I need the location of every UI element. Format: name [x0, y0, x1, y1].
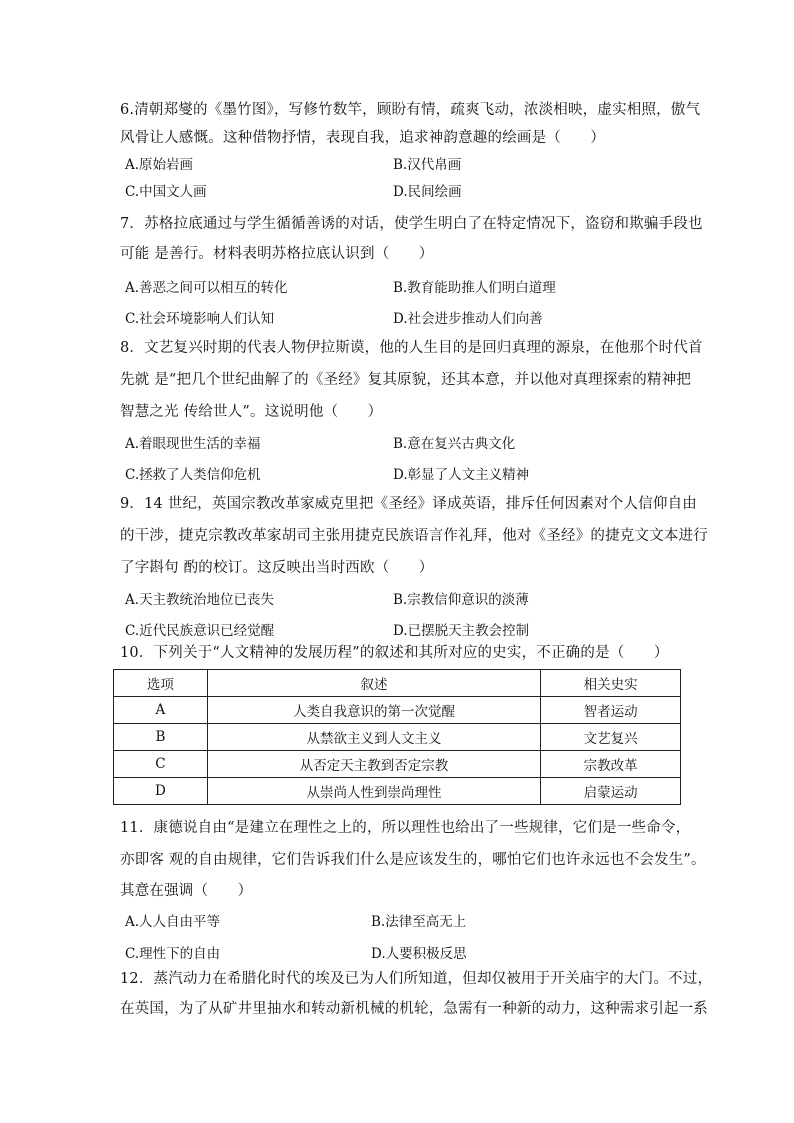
table-row: [114, 697, 681, 724]
q8-option-b: B.意在复兴古典文化: [393, 436, 516, 452]
q8-option-a: A.着眼现世生活的幸福: [125, 436, 261, 452]
q6-option-c: C.中国文人画: [125, 184, 207, 200]
q9-stem-line3: 了字斟句 酌的校订。这反映出当时西欧（ ）: [120, 560, 434, 576]
header-narration: 叙述: [207, 670, 540, 697]
q10-stem-line1: 10．下列关于“人文精神的发展历程”的叙述和其所对应的史实，不正确的是（ ）: [120, 645, 669, 661]
q9-stem-line1: 9．14 世纪，英国宗教改革家威克里把《圣经》译成英语，排斥任何因素对个人信仰自由: [120, 496, 697, 512]
q7-option-c: C.社会环境影响人们认知: [125, 311, 275, 327]
q9-stem-line2: 的干涉，捷克宗教改革家胡司主张用捷克民族语言作礼拜，他对《圣经》的捷克文文本进行: [120, 528, 708, 544]
q8-stem-line3: 智慧之光 传给世人”。这说明他（ ）: [120, 404, 383, 420]
q6-option-b: B.汉代帛画: [393, 157, 462, 173]
q8-option-c: C.拯救了人类信仰危机: [125, 467, 261, 483]
q9-option-a: A.天主教统治地位已丧失: [125, 592, 275, 608]
table-cell: B: [114, 724, 208, 751]
q12-stem-line1: 12．蒸汽动力在希腊化时代的埃及已为人们所知道，但却仅被用于开关庙宇的大门。不过，: [120, 971, 713, 987]
q11-option-c: C.理性下的自由: [125, 946, 221, 962]
table-cell: A: [114, 697, 208, 724]
header-related-fact: 相关史实: [541, 670, 681, 697]
table-row: [114, 778, 681, 805]
table-cell: 从禁欲主义到人文主义: [207, 724, 540, 751]
q6-stem-line1: 6.清朝郑燮的《墨竹图》，写修竹数竿，顾盼有情，疏爽飞动，浓淡相映，虚实相照，傲气: [120, 102, 701, 118]
q6-option-a: A.原始岩画: [125, 157, 194, 173]
q7-stem-line2: 可能 是善行。材料表明苏格拉底认识到（ ）: [120, 246, 434, 262]
table-cell: 从崇尚人性到崇尚理性: [207, 778, 540, 805]
table-cell: D: [114, 778, 208, 805]
table-header-row: [114, 670, 681, 697]
q8-option-d: D.彰显了人文主义精神: [393, 467, 530, 483]
q9-option-b: B.宗教信仰意识的淡薄: [393, 592, 529, 608]
q8-stem-line1: 8．文艺复兴时期的代表人物伊拉斯谟，他的人生目的是回归真理的源泉，在他那个时代首: [120, 340, 703, 356]
q6-stem-line2: 风骨让人感慨。这种借物抒情，表现自我，追求神韵意趣的绘画是（ ）: [120, 130, 606, 146]
table-row: [114, 751, 681, 778]
q7-option-a: A.善恶之间可以相互的转化: [125, 280, 288, 296]
q11-stem-line1: 11．康德说自由“是建立在理性之上的，所以理性也给出了一些规律，它们是一些命令，: [120, 820, 691, 836]
q9-option-d: D.已摆脱天主教会控制: [393, 623, 530, 639]
q7-option-d: D.社会进步推动人们向善: [393, 311, 543, 327]
q7-option-b: B.教育能助推人们明白道理: [393, 280, 556, 296]
q11-option-a: A.人人自由平等: [125, 914, 221, 930]
q10-table: [113, 669, 681, 805]
q7-stem-line1: 7．苏格拉底通过与学生循循善诱的对话，使学生明白了在特定情况下，盗窃和欺骗手段也: [120, 216, 703, 232]
q11-option-d: D.人要积极反思: [371, 946, 467, 962]
q6-option-d: D.民间绘画: [393, 184, 462, 200]
table-cell: 从否定天主教到否定宗教: [207, 751, 540, 778]
table-cell: 文艺复兴: [541, 724, 681, 751]
table-cell: C: [114, 751, 208, 778]
q9-option-c: C.近代民族意识已经觉醒: [125, 623, 275, 639]
table-cell: 宗教改革: [541, 751, 681, 778]
table-row: [114, 724, 681, 751]
q11-stem-line3: 其意在强调（ ）: [120, 883, 253, 899]
q8-stem-line2: 先就 是“把几个世纪曲解了的《圣经》复其原貌，还其本意，并以他对真理探索的精神把: [120, 372, 692, 388]
q12-stem-line2: 在英国，为了从矿井里抽水和转动新机械的机轮，急需有一种新的动力，这种需求引起一系: [120, 1001, 708, 1017]
q11-option-b: B.法律至高无上: [371, 914, 467, 930]
q11-stem-line2: 亦即客 观的自由规律，它们告诉我们什么是应该发生的，哪怕它们也许永远也不会发生”。: [120, 852, 706, 868]
table-cell: 人类自我意识的第一次觉醒: [207, 697, 540, 724]
table-cell: 启蒙运动: [541, 778, 681, 805]
table-cell: 智者运动: [541, 697, 681, 724]
header-option: 选项: [114, 670, 208, 697]
